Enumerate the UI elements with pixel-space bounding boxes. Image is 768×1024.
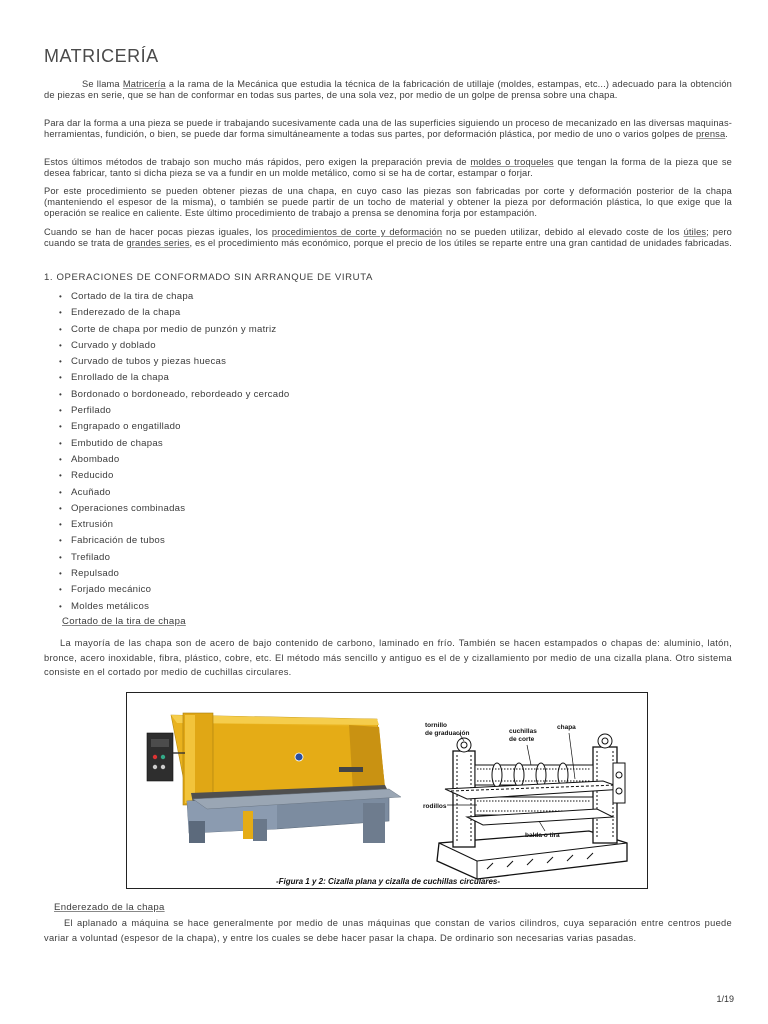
bullet-icon: • xyxy=(59,292,63,301)
bullet-icon: • xyxy=(59,569,63,579)
label-tornillo: tornillo xyxy=(425,722,448,729)
intro-p2-text-end: . xyxy=(725,128,729,139)
list-item: • Perfilado xyxy=(56,403,290,419)
label-graduacion: de graduación xyxy=(425,730,470,737)
list-item: • Reducido xyxy=(56,468,290,484)
list-item: • Enrollado de la chapa xyxy=(56,370,290,386)
list-item: • Curvado y doblado xyxy=(56,338,290,354)
page-title: MATRICERÍA xyxy=(44,46,159,66)
label-rodillos: rodillos xyxy=(423,803,447,810)
link-prensa[interactable]: prensa xyxy=(695,128,726,139)
intro-paragraph-3 xyxy=(44,157,732,179)
section-heading-operaciones: 1. OPERACIONES DE CONFORMADO SIN ARRANQUE DE VIRUTA xyxy=(44,272,373,283)
bullet-icon: • xyxy=(59,585,63,595)
bullet-icon: • xyxy=(59,487,63,497)
intro-paragraph-5 xyxy=(44,227,732,249)
intro-p5-text-mid2: ; pero cuando se trata de xyxy=(44,227,732,248)
list-item: • Extrusión xyxy=(56,517,290,533)
link-procedimientos-corte[interactable]: procedimientos de corte y deformación xyxy=(271,227,443,237)
label-de-corte: de corte xyxy=(509,736,535,743)
label-balda: balda o tira xyxy=(525,832,560,839)
cizalla-plana-image xyxy=(147,713,401,843)
list-item: • Forjado mecánico xyxy=(56,582,290,598)
bullet-icon: • xyxy=(59,308,63,318)
list-item: • Enderezado de la chapa xyxy=(56,305,290,321)
subheading-cortado[interactable]: Cortado de la tira de chapa xyxy=(62,616,186,627)
bullet-icon: • xyxy=(59,601,63,611)
list-item: • Abombado xyxy=(56,452,290,468)
link-utiles[interactable]: útiles xyxy=(683,227,707,237)
list-item: • Curvado de tubos y piezas huecas xyxy=(56,354,290,370)
bullet-icon: • xyxy=(59,520,63,530)
intro-p1-text: Se llama xyxy=(82,79,123,89)
bullet-icon: • xyxy=(59,536,63,546)
intro-p2-text: Para dar la forma a una pieza se puede ir trabajando sucesivamente cada una de las superficies siguiendo un proceso de mecanizado en las diversas maquinas-herramientas, fundición, o bien, se puede dar forma simultáneamente a todas sus partes, por deformación plástica, por medio de uno o varios golpes de xyxy=(44,118,732,139)
bullet-icon: • xyxy=(59,552,63,562)
list-item: • Repulsado xyxy=(56,566,290,582)
page-number: 1/19 xyxy=(716,994,734,1004)
intro-paragraph-2 xyxy=(44,118,732,140)
bullet-icon: • xyxy=(59,454,63,464)
list-item: • Fabricación de tubos xyxy=(56,533,290,549)
link-grandes-series[interactable]: grandes series xyxy=(126,237,190,248)
bullet-icon: • xyxy=(59,389,63,399)
list-item: • Moldes metálicos xyxy=(56,599,290,615)
subheading-enderezado[interactable]: Enderezado de la chapa xyxy=(54,902,165,913)
list-item: • Cortado de la tira de chapa xyxy=(56,289,290,305)
list-item: • Bordonado o bordoneado, rebordeado y cercado xyxy=(56,387,290,403)
operations-list xyxy=(56,289,290,615)
cizalla-cuchillas-circulares-drawing xyxy=(437,733,627,879)
link-matriceria[interactable]: Matricería xyxy=(122,79,166,89)
enderezado-paragraph: El aplanado a máquina se hace generalmente por medio de unas máquinas que constan de varios cilindros, cuya separación entre centros puede variar a voluntad (espesor de la chapa), y entre los cuales se debe hacer pasar la chapa. De ordinario son necesarias varias pasadas. xyxy=(44,918,732,943)
intro-p3-text-end: que tengan la forma de la pieza que se desea fabricar, tanto si dicha pieza se va a fundir en un molde metálico, como si se ha de cortar, estampar o forjar. xyxy=(44,157,732,178)
list-item: • Engrapado o engatillado xyxy=(56,419,290,435)
label-cuchillas: cuchillas xyxy=(509,728,537,735)
figure-caption: -Figura 1 y 2: Cizalla plana y cizalla de cuchillas circulares- xyxy=(275,877,501,886)
bullet-icon: • xyxy=(59,503,63,513)
bullet-icon: • xyxy=(59,438,63,448)
bullet-icon: • xyxy=(59,340,63,350)
figure-cizallas xyxy=(126,692,648,889)
list-item: • Acuñado xyxy=(56,485,290,501)
link-moldes-troqueles[interactable]: moldes o troqueles xyxy=(470,157,554,167)
list-item: • Embutido de chapas xyxy=(56,436,290,452)
intro-p5-text: Cuando se han de hacer pocas piezas iguales, los xyxy=(44,227,272,237)
label-chapa: chapa xyxy=(557,724,576,731)
intro-p5-text-end: , es el procedimiento más económico, porque el precio de los útiles se reparte entre una gran cantidad de unidades fabricadas. xyxy=(189,237,732,248)
intro-p3-text: Estos últimos métodos de trabajo son mucho más rápidos, pero exigen la preparación previa de xyxy=(44,157,471,167)
bullet-icon: • xyxy=(59,471,63,481)
bullet-icon: • xyxy=(59,373,63,383)
intro-p1-text-end: a la rama de la Mecánica que estudia la técnica de la fabricación de utillaje (moldes, estampas, etc...) adecuado para la obtención de piezas en serie, que se han de conformar en todas sus partes, de una sola vez, por medio de un golpe de prensa sobre una chapa. xyxy=(44,79,732,100)
intro-p5-text-mid1: no se pueden utilizar, debido al elevado coste de los xyxy=(442,227,684,237)
bullet-icon: • xyxy=(59,357,63,367)
list-item: • Corte de chapa por medio de punzón y matriz xyxy=(56,322,290,338)
list-item: • Trefilado xyxy=(56,550,290,566)
bullet-icon: • xyxy=(59,406,63,416)
intro-paragraph-1 xyxy=(44,79,732,101)
cortado-paragraph: La mayoría de las chapa son de acero de bajo contenido de carbono, laminado en frío. También se hacen estampados o chapas de: aluminio, latón, bronce, acero inoxidable, fibra, plástico, cobre, etc. El método más sencillo y antiguo es el de y cizallamiento por medio de una cizalla plana. Otro sistema consiste en el cortado por medio de cuchillas circulares. xyxy=(44,638,732,678)
intro-paragraph-4: Por este procedimiento se pueden obtener piezas de una chapa, en cuyo caso las piezas son fabricadas por corte y deformación posterior de la chapa (manteniendo el espesor de la misma), o también se puede partir de un tocho de material y obtener la pieza por deformación plástica, lo que exige que la operación se realice en caliente. Este último procedimiento de trabajo a prensa se denomina forja por estampación. xyxy=(44,186,732,218)
figure-illustration xyxy=(127,693,649,890)
bullet-icon: • xyxy=(59,324,63,334)
bullet-icon: • xyxy=(59,422,63,432)
list-item: • Operaciones combinadas xyxy=(56,501,290,517)
